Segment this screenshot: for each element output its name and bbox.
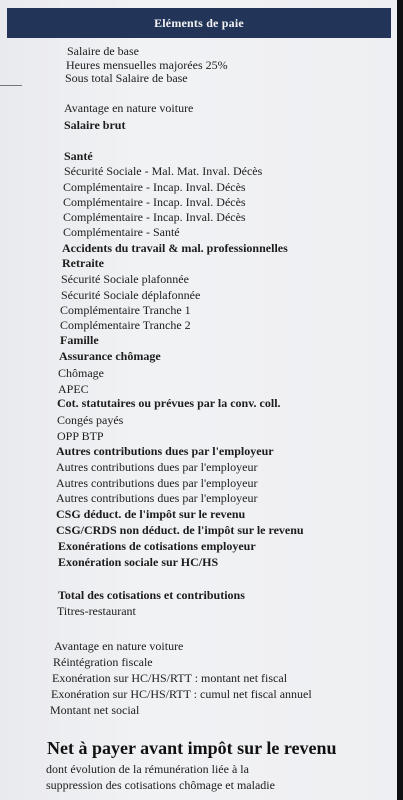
payslip-line: Autres contributions dues par l'employeur bbox=[56, 491, 258, 505]
payslip-line: Famille bbox=[60, 333, 99, 347]
payslip-line: Sécurité Sociale plafonnée bbox=[61, 272, 189, 286]
payslip-line: Exonération sociale sur HC/HS bbox=[58, 555, 219, 569]
payslip-line: Titres-restaurant bbox=[57, 604, 136, 618]
payslip-line: Exonération sur HC/HS/RTT : montant net fiscal bbox=[52, 671, 288, 685]
payslip-line: Salaire de base bbox=[67, 44, 139, 58]
payslip-line: OPP BTP bbox=[57, 429, 104, 443]
payslip-line: CSG déduct. de l'impôt sur le revenu bbox=[56, 507, 246, 521]
footer-note-line-1: dont évolution de la rémunération liée à la bbox=[46, 762, 249, 776]
payslip-line: APEC bbox=[58, 382, 89, 396]
payslip-line: Retraite bbox=[62, 256, 104, 270]
payslip-line: Chômage bbox=[58, 366, 104, 380]
payslip-line: Complémentaire Tranche 1 bbox=[60, 303, 191, 317]
payslip-line: Autres contributions dues par l'employeur bbox=[56, 476, 258, 490]
payslip-line: Complémentaire - Santé bbox=[63, 225, 180, 239]
payslip-line: Complémentaire - Incap. Inval. Décès bbox=[63, 210, 246, 224]
payslip-header bbox=[7, 8, 391, 38]
net-pay-title: Net à payer avant impôt sur le revenu bbox=[47, 738, 337, 758]
payslip-line: Sous total Salaire de base bbox=[65, 71, 188, 85]
payslip-line: Exonérations de cotisations employeur bbox=[58, 539, 256, 553]
payslip-line: Santé bbox=[64, 149, 93, 163]
payslip-line: Autres contributions dues par l'employeur bbox=[56, 460, 258, 474]
footer-note-line-2: suppression des cotisations chômage et maladie bbox=[46, 778, 275, 792]
payslip-line: Sécurité Sociale - Mal. Mat. Inval. Décès bbox=[64, 164, 263, 178]
payslip-line: Accidents du travail & mal. professionnelles bbox=[62, 241, 288, 255]
payslip-line: Avantage en nature voiture bbox=[54, 639, 184, 653]
photo-edge bbox=[397, 0, 403, 800]
payslip-line: Complémentaire Tranche 2 bbox=[60, 318, 191, 332]
payslip-line: Total des cotisations et contributions bbox=[58, 588, 245, 602]
header-title: Eléments de paie bbox=[154, 15, 244, 30]
payslip-line: Sécurité Sociale déplafonnée bbox=[61, 288, 201, 302]
payslip-line: Exonération sur HC/HS/RTT : cumul net fiscal annuel bbox=[51, 687, 312, 701]
payslip-line: Complémentaire - Incap. Inval. Décès bbox=[63, 180, 246, 194]
payslip-line: Congés payés bbox=[57, 413, 124, 427]
payslip-line: Réintégration fiscale bbox=[53, 655, 153, 669]
margin-mark bbox=[0, 85, 22, 86]
payslip-line: Complémentaire - Incap. Inval. Décès bbox=[63, 195, 246, 209]
payslip-line: Autres contributions dues par l'employeur bbox=[56, 444, 274, 458]
payslip-line: Salaire brut bbox=[64, 118, 126, 132]
payslip-line: Montant net social bbox=[50, 703, 140, 717]
payslip-line: Heures mensuelles majorées 25% bbox=[66, 58, 228, 72]
payslip-line: Assurance chômage bbox=[59, 349, 161, 363]
payslip-line: Avantage en nature voiture bbox=[64, 101, 194, 115]
payslip-line: Cot. statutaires ou prévues par la conv. coll. bbox=[57, 396, 281, 410]
payslip-line: CSG/CRDS non déduct. de l'impôt sur le revenu bbox=[56, 523, 304, 537]
